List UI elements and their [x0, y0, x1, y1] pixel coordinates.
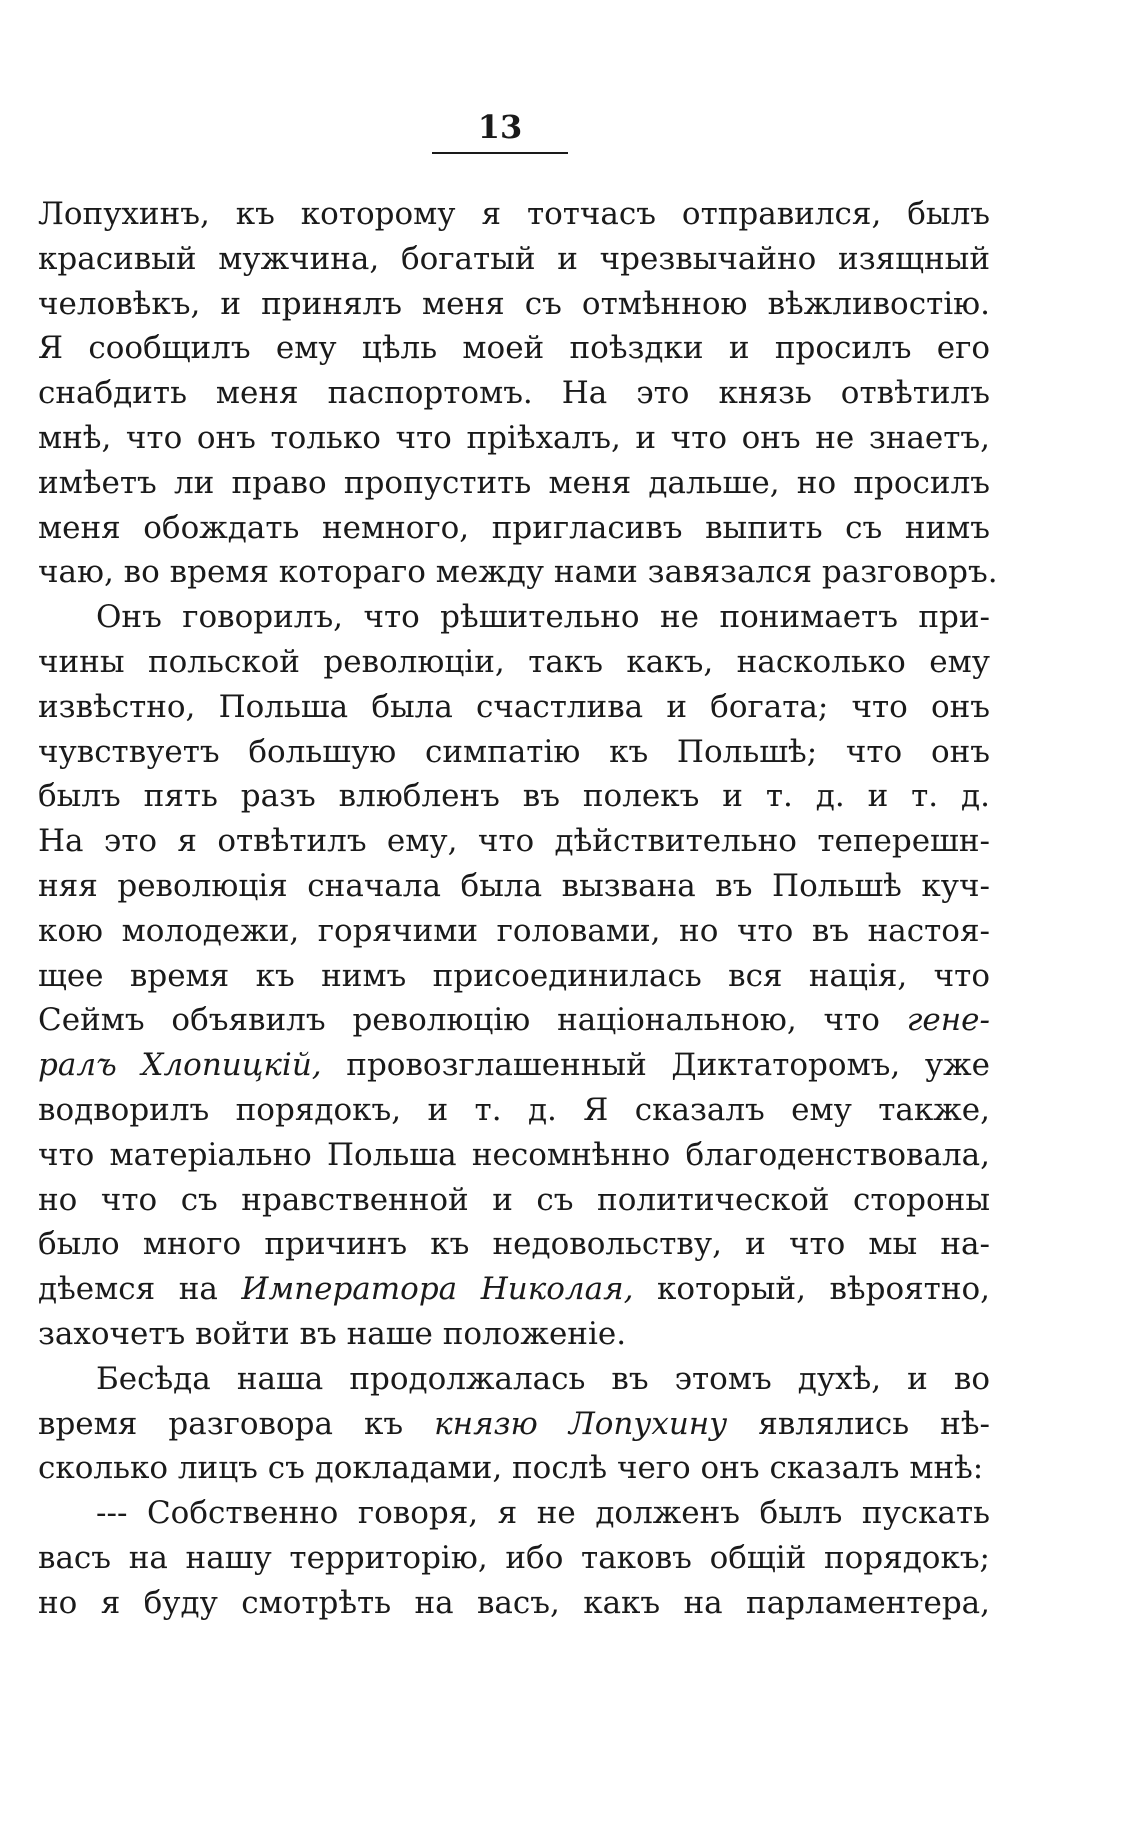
body-text — [38, 192, 998, 1626]
text-segment: Бесѣда наша продолжалась въ этомъ духѣ, и во — [96, 1360, 990, 1397]
text-line — [38, 595, 990, 640]
text-line — [38, 550, 998, 595]
text-line — [38, 282, 990, 327]
text-segment: На это я отвѣтилъ ему, что дѣйствительно теперешн- — [38, 823, 990, 860]
italic-text-segment: ралъ Хлопицкій, — [38, 1047, 322, 1084]
text-line — [38, 416, 990, 461]
text-segment: Сеймъ объявилъ революцію національною, что — [38, 1002, 907, 1039]
text-segment: Я сообщилъ ему цѣль моей поѣздки и просилъ его — [38, 330, 990, 367]
text-segment: провозглашенный Диктаторомъ, уже — [321, 1047, 991, 1084]
text-segment: что матеріально Польша несомнѣнно благоденствовала, — [38, 1136, 990, 1173]
text-line — [38, 998, 990, 1043]
text-segment: чаю, во время котораго между нами завязался разговоръ. — [38, 554, 998, 591]
text-segment: человѣкъ, и принялъ меня съ отмѣнною вѣжливостію. — [38, 285, 990, 322]
text-segment: --- Собственно говоря, я не долженъ былъ пускать — [96, 1495, 990, 1532]
text-line — [38, 954, 990, 999]
text-line — [38, 640, 990, 685]
text-line — [38, 326, 990, 371]
text-segment: время разговора къ — [38, 1405, 435, 1442]
text-segment: водворилъ порядокъ, и т. д. Я сказалъ ему также, — [38, 1091, 990, 1128]
text-segment: былъ пять разъ влюбленъ въ полекъ и т. д. и т. д. — [38, 778, 990, 815]
text-line — [38, 1178, 990, 1223]
text-line — [38, 371, 990, 416]
italic-text-segment: генe- — [906, 1002, 990, 1039]
text-segment: который, вѣроятно, — [633, 1271, 991, 1308]
text-segment: извѣстно, Польша была счастлива и богата; что онъ — [38, 688, 990, 725]
text-line — [38, 1536, 990, 1581]
text-segment: снабдить меня паспортомъ. На это князь отвѣтилъ — [38, 375, 990, 412]
text-segment: щее время къ нимъ присоединилась вся нація, что — [38, 957, 990, 994]
text-line — [38, 774, 990, 819]
text-segment: было много причинъ къ недовольству, и что мы на- — [38, 1226, 990, 1263]
text-segment: дѣемся на — [38, 1271, 242, 1308]
text-segment: няя революція сначала была вызвана въ Польшѣ куч- — [38, 867, 990, 904]
text-segment: захочетъ войти въ наше положеніе. — [38, 1315, 627, 1352]
text-line — [38, 909, 990, 954]
text-line — [38, 192, 990, 237]
text-segment: Онъ говорилъ, что рѣшительно не понимаетъ при- — [96, 599, 990, 636]
text-line — [38, 819, 990, 864]
text-segment: сколько лицъ съ докладами, послѣ чего онъ сказалъ мнѣ: — [38, 1450, 984, 1487]
text-segment: васъ на нашу территорію, ибо таковъ общій порядокъ; — [38, 1539, 990, 1576]
page-number: 13 — [432, 108, 568, 154]
text-line — [38, 864, 990, 909]
text-segment: являлись нѣ- — [727, 1405, 990, 1442]
text-segment: чувствуетъ большую симпатію къ Польшѣ; что онъ — [38, 733, 990, 770]
text-line — [38, 1402, 990, 1447]
text-line — [38, 1267, 990, 1312]
text-segment: имѣетъ ли право пропустить меня дальше, но просилъ — [38, 464, 990, 501]
text-line — [38, 1312, 990, 1357]
text-line — [38, 1222, 990, 1267]
text-line — [38, 1446, 990, 1491]
text-line — [38, 1133, 990, 1178]
text-line — [38, 506, 990, 551]
text-line — [38, 1581, 990, 1626]
text-segment: меня обождать немного, пригласивъ выпить съ нимъ — [38, 509, 990, 546]
text-line — [38, 685, 990, 730]
italic-text-segment: князю Лопухину — [434, 1405, 728, 1442]
text-segment: кою молодежи, горячими головами, но что въ настоя- — [38, 912, 990, 949]
text-line — [38, 1491, 990, 1536]
text-line — [38, 237, 990, 282]
text-line — [38, 1088, 990, 1133]
italic-text-segment: Императора Николая, — [241, 1271, 634, 1308]
text-segment: чины польской революціи, такъ какъ, насколько ему — [38, 643, 990, 680]
text-segment: но я буду смотрѣть на васъ, какъ на парламентера, — [38, 1584, 990, 1621]
text-line — [38, 461, 990, 506]
text-line — [38, 1357, 990, 1402]
text-segment: Лопухинъ, къ которому я тотчасъ отправился, былъ — [38, 196, 990, 232]
text-line — [38, 1043, 990, 1088]
text-segment: но что съ нравственной и съ политической стороны — [38, 1181, 990, 1218]
text-line — [38, 730, 990, 775]
text-segment: красивый мужчина, богатый и чрезвычайно изящный — [38, 240, 990, 277]
text-segment: мнѣ, что онъ только что пріѣхалъ, и что онъ не знаетъ, — [38, 419, 990, 456]
